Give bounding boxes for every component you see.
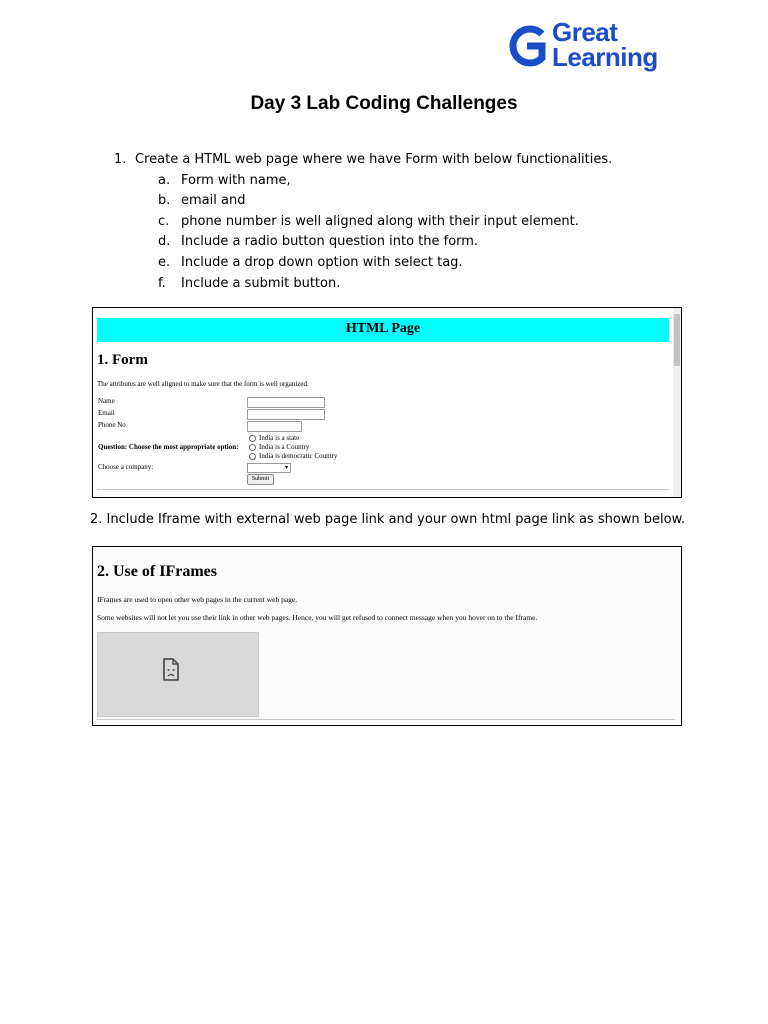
divider <box>97 489 669 490</box>
logo-text: Great Learning <box>552 17 658 72</box>
form-description: The attributes are well aligned to make sure that the form is well organized. <box>97 380 309 388</box>
email-input[interactable] <box>247 409 325 420</box>
divider <box>97 719 675 720</box>
iframes-line-1: IFrames are used to open other web pages in the current web page. <box>97 595 298 604</box>
form-heading: 1. Form <box>97 352 148 368</box>
scroll-thumb[interactable] <box>674 314 680 366</box>
name-label: Name <box>98 397 115 405</box>
radio-label-3: India is democratic Country <box>259 452 338 460</box>
select-label: Choose a company: <box>98 463 154 471</box>
radio-option-2[interactable] <box>249 444 256 451</box>
form-page-screenshot <box>92 307 682 498</box>
phone-input[interactable] <box>247 421 302 432</box>
page-title: Day 3 Lab Coding Challenges <box>250 93 518 114</box>
great-learning-g-logo-icon <box>505 22 547 70</box>
html-page-header: HTML Page <box>97 318 669 342</box>
sad-document-icon <box>160 657 182 683</box>
radio-option-1[interactable] <box>249 435 256 442</box>
embedded-iframe[interactable] <box>97 632 259 717</box>
iframes-page-screenshot <box>92 546 682 726</box>
radio-option-3[interactable] <box>249 453 256 460</box>
great-learning-logo <box>505 17 675 76</box>
task-2-text: 2. Include Iframe with external web page link and your own html page link as shown below. <box>90 512 686 527</box>
scrollbar[interactable] <box>673 308 681 497</box>
company-select[interactable]: ▾ <box>247 463 291 473</box>
radio-label-2: India is a Country <box>259 443 310 451</box>
iframes-line-2: Some websites will not let you use their link in other web pages. Hence, you will get refused to connect message when you hover on to the Iframe. <box>97 613 538 622</box>
radio-label-1: India is a state <box>259 434 300 442</box>
email-label: Email <box>98 409 115 417</box>
iframes-heading: 2. Use of IFrames <box>97 563 217 580</box>
phone-label: Phone No <box>98 421 126 429</box>
question-label: Question: Choose the most appropriate option: <box>98 443 239 451</box>
name-input[interactable] <box>247 397 325 408</box>
submit-button[interactable]: Submit <box>247 474 274 485</box>
